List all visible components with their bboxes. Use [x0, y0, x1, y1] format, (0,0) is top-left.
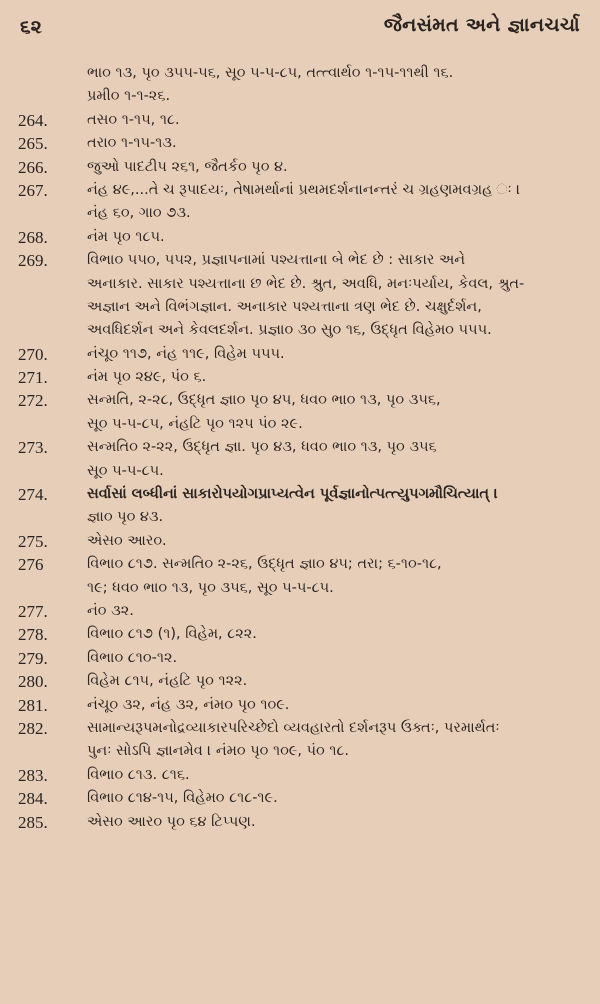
endnote-number: 272.	[18, 391, 48, 411]
endnote-item	[0, 764, 600, 787]
endnote-text-line: તરા૦ ૧-૧૫-૧૩.	[87, 135, 177, 152]
endnote-number: 269.	[18, 251, 48, 271]
endnote-text-line: પુનઃ સોઽપિ જ્ઞાનમેવ । નંમ૦ પૃ૦ ૧૦૯, પં૦ ૧૮.	[87, 743, 350, 760]
endnote-item	[0, 717, 600, 764]
endnote-number: 271.	[18, 368, 48, 388]
endnote-text-line: વિભા૦ ૮૧૪-૧૫, વિહેમ૦ ૮૧૮-૧૯.	[87, 790, 278, 807]
endnote-number: 274.	[18, 485, 48, 505]
endnote-number: 265.	[18, 134, 48, 154]
page-number: ૬૨	[20, 16, 42, 38]
endnote-item	[0, 366, 600, 389]
endnote-text-line: સન્મતિ, ૨-૨૮, ઉદ્ધૃત જ્ઞા૦ પૃ૦ ૪૫, ધવ૦ ભા૦ ૧૩, પૃ૦ ૩૫૬,	[87, 392, 441, 409]
endnote-number: 275.	[18, 531, 48, 551]
endnote-text-line: ભા૦ ૧૩, પૃ૦ ૩૫૫-૫૬, સૂ૦ ૫-૫-૮૫, તત્ત્વાર્થ૦ ૧-૧૫-૧૧થી ૧૬.	[87, 65, 454, 81]
endnote-item	[0, 694, 600, 717]
endnote-text-line: સૂ૦ ૫-૫-૮૫, નંહટિ પૃ૦ ૧૨૫ પં૦ ૨૯.	[87, 415, 303, 432]
endnote-text-line: એસ૦ આર૦ પૃ૦ ૬૪ ટિપ્પણ.	[87, 813, 256, 830]
endnote-text-line: નંહ ૬૦, ગા૦ ૭૩.	[87, 205, 191, 222]
endnotes-list	[0, 62, 600, 834]
endnote-item	[0, 226, 600, 249]
endnote-number: 279.	[18, 648, 48, 668]
endnote-number: 270.	[18, 344, 48, 364]
endnote-text-line: અજ્ઞાન અને વિભંગજ્ઞાન. અનાકાર પશ્યત્તાના ત્રણ ભેદ છે. ચક્ષુર્દર્શન,	[87, 298, 482, 315]
endnote-text-line: સર્વાસાં લબ્ધીનાં સાકારોપયોગપ્રાપ્યત્વેન પૂર્વજ્ઞાનોત્પત્ત્યુપગમૌચિત્યાત્ ।	[87, 486, 498, 503]
endnote-item	[0, 156, 600, 179]
endnote-text-line: નંમ પૃ૦ ૨૪૯, પં૦ ૬.	[87, 369, 207, 386]
endnote-item	[0, 249, 600, 343]
endnote-text-line: સન્મતિ૦ ૨-૨૨, ઉદ્ધૃત જ્ઞા. પૃ૦ ૪૩, ધવ૦ ભા૦ ૧૩, પૃ૦ ૩૫૬	[87, 439, 437, 456]
endnote-item	[0, 811, 600, 834]
endnote-text-line: વિભા૦ ૮૧૦-૧૨.	[87, 649, 178, 666]
endnote-item	[0, 647, 600, 670]
endnote-text-line: નંમ પૃ૦ ૧૮૫.	[87, 228, 165, 245]
endnote-number: 282.	[18, 718, 48, 738]
endnote-number: 285.	[18, 812, 48, 832]
endnote-item	[0, 670, 600, 693]
endnote-text-line: પ્રમી૦ ૧-૧-૨૬.	[87, 88, 171, 105]
endnote-item	[0, 343, 600, 366]
endnote-number: 268.	[18, 227, 48, 247]
endnote-item	[0, 132, 600, 155]
endnote-item	[0, 179, 600, 226]
endnote-item	[0, 62, 600, 109]
endnote-number: 276	[18, 555, 44, 575]
endnote-number: 267.	[18, 180, 48, 200]
endnote-item	[0, 530, 600, 553]
endnote-text-line: સામાન્યરૂપમનોદ્રવ્યાકારપરિચ્છેદો વ્યવહારતો દર્શનરૂપ ઉક્તઃ, પરમાર્થતઃ	[87, 719, 500, 736]
endnote-number: 266.	[18, 157, 48, 177]
endnote-item	[0, 623, 600, 646]
endnote-text-line: નંચૂ૦ ૧૧૭, નંહ ૧૧૯, વિહેમ ૫૫૫.	[87, 345, 285, 362]
endnote-number: 281.	[18, 695, 48, 715]
endnote-text-line: નંચૂ૦ ૩૨, નંહ ૩૨, નંમ૦ પૃ૦ ૧૦૯.	[87, 696, 290, 713]
endnote-text-line: વિભા૦ ૮૧૭. સન્મતિ૦ ૨-૨૬, ઉદ્ધૃત જ્ઞા૦ ૪૫; તરા; ૬-૧૦-૧૮,	[87, 556, 442, 573]
endnote-text-line: નં૦ ૩૨.	[87, 602, 134, 619]
endnote-item	[0, 787, 600, 810]
endnote-item	[0, 600, 600, 623]
endnote-number: 283.	[18, 765, 48, 785]
endnote-text-line: વિહેમ ૮૧૫, નંહટિ પૃ૦ ૧૨૨.	[87, 673, 248, 690]
endnote-number: 277.	[18, 601, 48, 621]
endnote-text-line: વિભા૦ ૮૧૭ (૧), વિહેમ, ૮૨૨.	[87, 626, 257, 643]
endnote-item	[0, 389, 600, 436]
endnote-text-line: વિભા૦ ૫૫૦, ૫૫૨, પ્રજ્ઞાપનામાં પશ્યત્તાના બે ભેદ છે : સાકાર અને	[87, 252, 466, 269]
endnote-text-line: નંહ ૪૯,...તે ચ રૂપાદયઃ, તેષામર્થાનાં પ્રથમદર્શનાનન્તરં ચ ગ્રહણમવગ્રહ ઃ ।	[87, 181, 521, 198]
endnote-text-line: સૂ૦ ૫-૫-૮૫.	[87, 462, 164, 479]
endnote-number: 284.	[18, 789, 48, 809]
endnote-text-line: વિભા૦ ૮૧૩. ૮૧૬.	[87, 766, 190, 783]
endnote-text-line: ૧૯; ધવ૦ ભા૦ ૧૩, પૃ૦ ૩૫૬, સૂ૦ ૫-૫-૮૫.	[87, 579, 334, 596]
endnote-number: 280.	[18, 672, 48, 692]
endnote-text-line: અવધિદર્શન અને કેવલદર્શન. પ્રજ્ઞા૦ ૩૦ સુ૦ ૧૬, ઉદ્ધૃત વિહેમ૦ ૫૫૫.	[87, 322, 492, 339]
running-title: જૈનસંમત અને જ્ઞાનચર્ચા	[383, 14, 580, 36]
endnote-number: 278.	[18, 625, 48, 645]
endnote-number: 273.	[18, 438, 48, 458]
endnote-item	[0, 109, 600, 132]
page-header	[0, 12, 600, 40]
endnote-text-line: એસ૦ આર૦.	[87, 532, 167, 549]
endnote-item	[0, 436, 600, 483]
endnote-item	[0, 483, 600, 530]
endnote-text-line: જુઓ પાદટીપ ૨૬૧, જૈતર્ક૦ પૃ૦ ૪.	[87, 158, 288, 175]
endnote-number: 264.	[18, 110, 48, 130]
endnote-item	[0, 553, 600, 600]
endnote-text-line: જ્ઞા૦ પૃ૦ ૪૩.	[87, 509, 164, 526]
endnote-text-line: તસ૦ ૧-૧૫, ૧૮.	[87, 111, 180, 128]
endnote-text-line: અનાકાર. સાકાર પશ્યત્તાના છ ભેદ છે. શ્રુત, અવધિ, મનઃપર્યાય, કેવલ, શ્રુત-	[87, 275, 525, 292]
